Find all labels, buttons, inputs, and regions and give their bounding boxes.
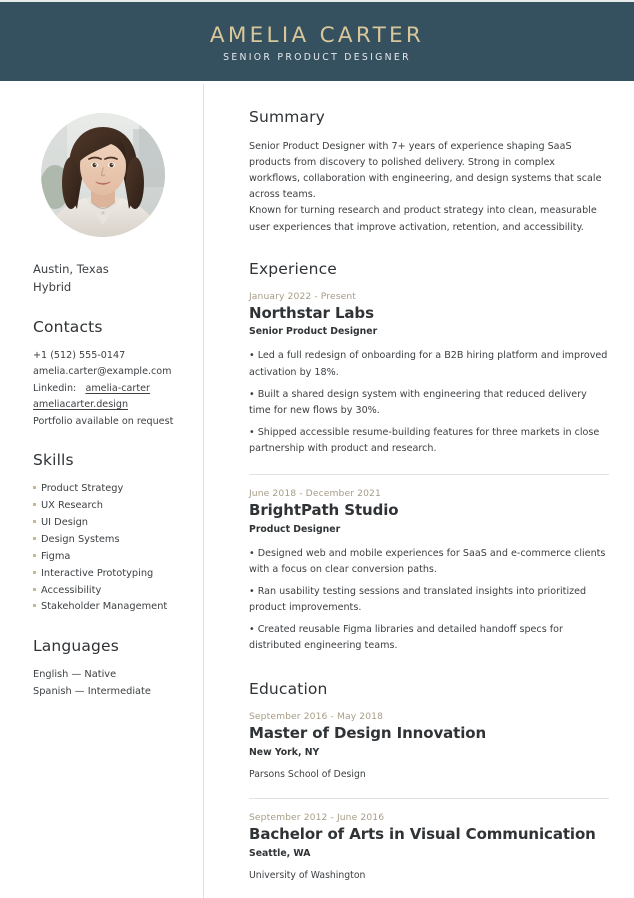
list-item: [33, 566, 181, 583]
entry-date: June 2018 - December 2021: [249, 488, 381, 500]
entry-bullet: • Shipped accessible resume-building features for three markets in close partnership with product and research.: [249, 426, 600, 454]
list-item: [33, 583, 181, 600]
skills-heading: Skills: [33, 451, 74, 470]
experience-section: [249, 260, 609, 655]
list-item: [33, 549, 181, 566]
education-entry: [249, 812, 609, 881]
entry-school: Parsons School of Design: [249, 769, 366, 781]
portrait-photo-icon: [41, 113, 165, 237]
entry-date: September 2012 - June 2016: [249, 812, 385, 824]
experience-heading: Experience: [249, 259, 337, 278]
entry-bullet: • Led a full redesign of onboarding for a B2B hiring platform and improved activation by 18%.: [249, 350, 608, 378]
location-block: [33, 261, 181, 297]
list-item: [33, 481, 181, 498]
skill-label: Product Strategy: [41, 483, 124, 495]
list-item: English — Native: [33, 669, 117, 681]
entry-bullet: • Created reusable Figma libraries and detailed handoff specs for distributed engineering teams.: [249, 624, 563, 652]
skill-label: Accessibility: [41, 584, 102, 596]
bullet-square-icon: [33, 503, 36, 506]
summary-paragraph: Senior Product Designer with 7+ years of experience shaping SaaS products from discovery to polished delivery. Strong in complex workflows, collaboration with engineering, and design systems that scale across teams.: [249, 141, 602, 201]
skill-label: Design Systems: [41, 533, 120, 545]
entry-divider: [249, 798, 609, 799]
resume-header: [0, 2, 634, 81]
linkedin-label: Linkedin:: [33, 382, 77, 394]
skill-label: Stakeholder Management: [41, 601, 168, 613]
entry-bullet: • Built a shared design system with engineering that reduced delivery time for new flows by 30%.: [249, 388, 587, 416]
entry-organization: Northstar Labs: [249, 303, 374, 322]
entry-degree: Bachelor of Arts in Visual Communication: [249, 825, 596, 844]
portfolio-note: Portfolio available on request: [33, 415, 174, 427]
main-content: [203, 81, 634, 898]
skill-label: UX Research: [41, 500, 103, 512]
resume-body: [0, 81, 634, 898]
contacts-heading: Contacts: [33, 317, 103, 336]
entry-job-title: Product Designer: [249, 523, 341, 535]
bullet-square-icon: [33, 554, 36, 557]
work-mode-text: Hybrid: [33, 279, 72, 294]
entry-location: New York, NY: [249, 747, 320, 759]
entry-date: September 2016 - May 2018: [249, 711, 384, 723]
linkedin-link[interactable]: amelia-carter: [85, 382, 150, 394]
skill-label: Interactive Prototyping: [41, 567, 154, 579]
entry-school: University of Washington: [249, 869, 366, 881]
bullet-square-icon: [33, 537, 36, 540]
column-divider: [203, 84, 204, 898]
skill-label: UI Design: [41, 517, 88, 529]
list-item: Spanish — Intermediate: [33, 686, 151, 698]
linkedin-row: [33, 381, 181, 398]
entry-bullet: • Ran usability testing sessions and translated insights into prioritized product improvements.: [249, 586, 587, 614]
entry-location: Seattle, WA: [249, 847, 311, 859]
email-text: amelia.carter@example.com: [33, 366, 172, 378]
entry-date: January 2022 - Present: [249, 290, 356, 302]
languages-heading: Languages: [33, 637, 119, 656]
entry-degree: Master of Design Innovation: [249, 724, 487, 743]
header-subtitle: SENIOR PRODUCT DESIGNER: [223, 52, 411, 64]
summary-heading: Summary: [249, 108, 325, 126]
experience-entry: [249, 488, 609, 654]
page-title: AMELIA CARTER: [209, 22, 425, 48]
bullet-square-icon: [33, 588, 36, 591]
phone-text: +1 (512) 555-0147: [33, 349, 126, 361]
education-heading: Education: [249, 680, 328, 699]
website-link[interactable]: ameliacarter.design: [33, 399, 129, 411]
location-text: Austin, Texas: [33, 262, 109, 276]
avatar: [41, 113, 165, 237]
list-item: [33, 515, 181, 532]
list-item: [33, 498, 181, 515]
entry-bullet: • Designed web and mobile experiences for SaaS and e-commerce clients with a focus on clear conversion paths.: [249, 547, 606, 575]
bullet-square-icon: [33, 604, 36, 607]
entry-job-title: Senior Product Designer: [249, 326, 378, 338]
experience-entry: [249, 291, 609, 457]
summary-paragraph: Known for turning research and product strategy into clean, measurable user experiences that improve activation, retention, and accessibility.: [249, 205, 597, 233]
education-entry: [249, 711, 609, 780]
skill-label: Figma: [41, 550, 71, 562]
bullet-square-icon: [33, 571, 36, 574]
bullet-square-icon: [33, 486, 36, 489]
bullet-square-icon: [33, 520, 36, 523]
summary-section: [249, 108, 609, 236]
website-row: [33, 397, 181, 414]
list-item: [33, 599, 181, 616]
sidebar: [0, 81, 203, 898]
entry-organization: BrightPath Studio: [249, 501, 399, 520]
entry-divider: [249, 474, 609, 475]
languages-list: [32, 667, 181, 701]
education-section: [249, 680, 609, 881]
list-item: [33, 532, 181, 549]
skills-list: [32, 481, 181, 616]
